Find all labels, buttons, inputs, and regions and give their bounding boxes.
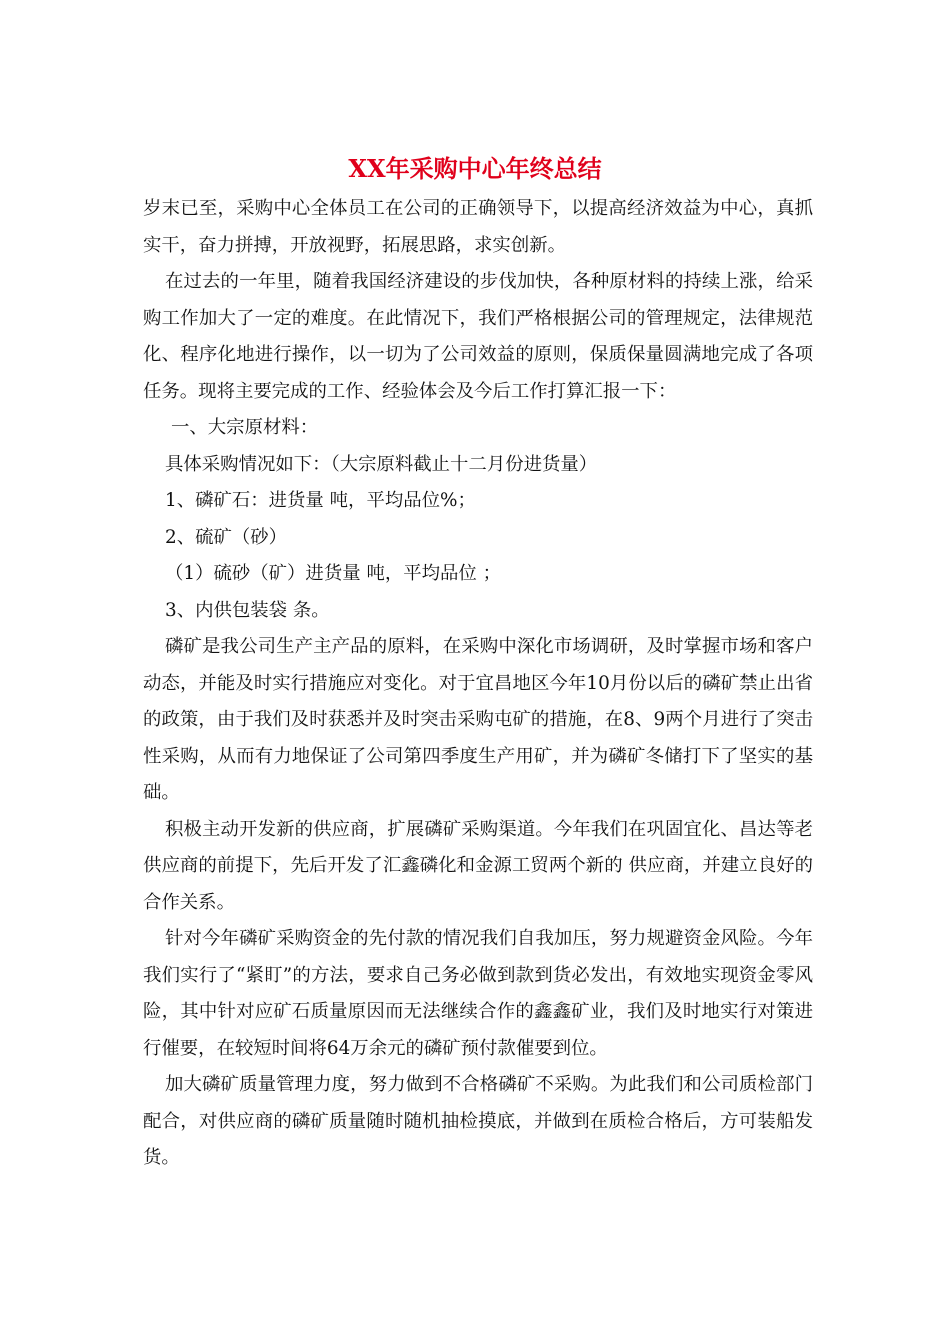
list-subitem: （1）硫砂（矿）进货量 吨，平均品位 ； bbox=[165, 563, 502, 584]
document-body bbox=[143, 191, 813, 1177]
section-heading: 一、大宗原材料： bbox=[171, 417, 319, 438]
list-item: 2、硫矿（砂） bbox=[165, 526, 288, 548]
paragraph-suppliers: 积极主动开发新的供应商，扩展磷矿采购渠道。今年我们在巩固宜化、昌达等老供应商的前提下，先后开发了汇鑫磷化和金源工贸两个新的 供应商，并建立良好的合作关系。 bbox=[143, 818, 813, 913]
paragraph-overview: 在过去的一年里，随着我国经济建设的步伐加快，各种原材料的持续上涨，给采购工作加大了一定的难度。在此情况下，我们严格根据公司的管理规定，法律规范化、程序化地进行操作，以一切为了公司效益的原则，保质保量圆满地完成了各项任务。现将主要完成的工作、经验体会及今后工作打算汇报一下： bbox=[143, 271, 813, 402]
paragraph-purchase-intro: 具体采购情况如下：（大宗原料截止十二月份进货量） bbox=[165, 453, 598, 475]
document-title: XX年采购中心年终总结 bbox=[348, 154, 602, 183]
paragraph-intro: 岁末已至，采购中心全体员工在公司的正确领导下，以提高经济效益为中心，真抓实干，奋力拼搏，开放视野，拓展思路，求实创新。 bbox=[143, 198, 813, 256]
list-item: 3、内供包装袋 条。 bbox=[165, 599, 330, 621]
paragraph-phosphate: 磷矿是我公司生产主产品的原料，在采购中深化市场调研，及时掌握市场和客户动态，并能及时实行措施应对变化。对于宜昌地区今年10月份以后的磷矿禁止出省的政策，由于我们及时获悉并及时突击采购屯矿的措施，在8、9两个月进行了突击性采购，从而有力地保证了公司第四季度生产用矿，并为磷矿冬储打下了坚实的基础。 bbox=[143, 636, 813, 803]
paragraph-funds: 针对今年磷矿采购资金的先付款的情况我们自我加压，努力规避资金风险。今年我们实行了“紧盯”的方法，要求自己务必做到款到货必发出，有效地实现资金零风险，其中针对应矿石质量原因而无法继续合作的鑫鑫矿业，我们及时地实行对策进行催要，在较短时间将64万余元的磷矿预付款催要到位。 bbox=[143, 928, 813, 1059]
list-item: 1、磷矿石：进货量 吨，平均品位%； bbox=[165, 490, 476, 511]
paragraph-quality: 加大磷矿质量管理力度，努力做到不合格磷矿不采购。为此我们和公司质检部门配合，对供应商的磷矿质量随时随机抽检摸底，并做到在质检合格后，方可装船发货。 bbox=[143, 1074, 813, 1168]
